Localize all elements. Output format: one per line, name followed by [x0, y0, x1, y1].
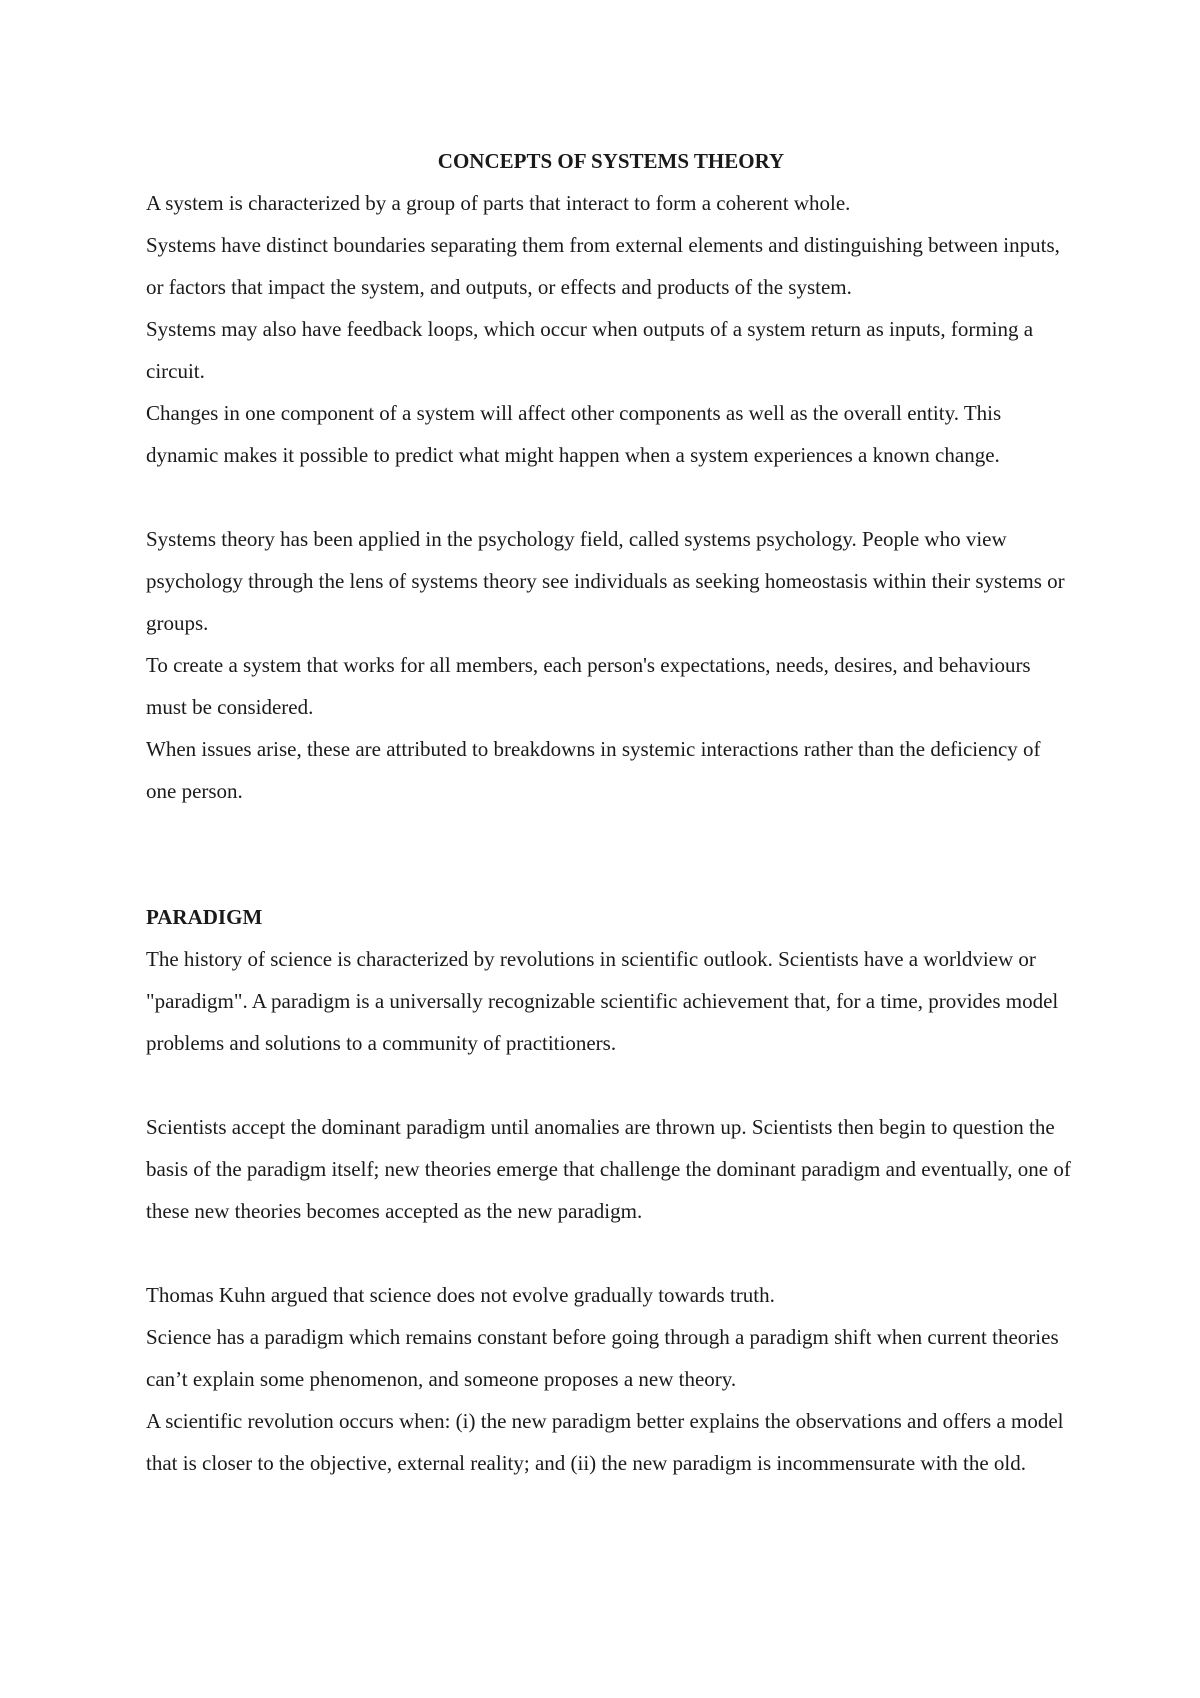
- paragraph: Scientists accept the dominant paradigm until anomalies are thrown up. Scientists then begin to question the basis of the paradigm itself; new theories emerge that challenge the dominant paradigm and eventually, one of these new theories becomes accepted as the new paradigm.: [146, 1115, 1071, 1223]
- paragraph-spacer: [146, 476, 1076, 518]
- document-body: [146, 140, 1076, 1484]
- section-heading: PARADIGM: [146, 905, 263, 929]
- section-spacer: [146, 812, 1076, 896]
- paragraph: A scientific revolution occurs when: (i) the new paradigm better explains the observations and offers a model that is closer to the objective, external reality; and (ii) the new paradigm is incommensurate with the old.: [146, 1409, 1064, 1475]
- paragraph-spacer: [146, 1064, 1076, 1106]
- paragraph: Systems may also have feedback loops, which occur when outputs of a system return as inputs, forming a circuit.: [146, 317, 1034, 383]
- paragraph: Systems theory has been applied in the psychology field, called systems psychology. People who view psychology through the lens of systems theory see individuals as seeking homeostasis within their systems or groups.: [146, 527, 1065, 635]
- paragraph: A system is characterized by a group of parts that interact to form a coherent whole.: [146, 191, 851, 215]
- paragraph: When issues arise, these are attributed to breakdowns in systemic interactions rather than the deficiency of one person.: [146, 737, 1041, 803]
- document-title: CONCEPTS OF SYSTEMS THEORY: [437, 149, 785, 173]
- paragraph: To create a system that works for all members, each person's expectations, needs, desires, and behaviours must be considered.: [146, 653, 1031, 719]
- paragraph-spacer: [146, 1232, 1076, 1274]
- paragraph: The history of science is characterized by revolutions in scientific outlook. Scientists have a worldview or "paradigm". A paradigm is a universally recognizable scientific achievement that, for a time, provides model problems and solutions to a community of practitioners.: [146, 947, 1059, 1055]
- paragraph: Thomas Kuhn argued that science does not evolve gradually towards truth.: [146, 1283, 775, 1307]
- paragraph: Changes in one component of a system will affect other components as well as the overall entity. This dynamic makes it possible to predict what might happen when a system experiences a known change.: [146, 401, 1002, 467]
- paragraph: Science has a paradigm which remains constant before going through a paradigm shift when current theories can’t explain some phenomenon, and someone proposes a new theory.: [146, 1325, 1059, 1391]
- paragraph: Systems have distinct boundaries separating them from external elements and distinguishing between inputs, or factors that impact the system, and outputs, or effects and products of the system.: [146, 233, 1060, 299]
